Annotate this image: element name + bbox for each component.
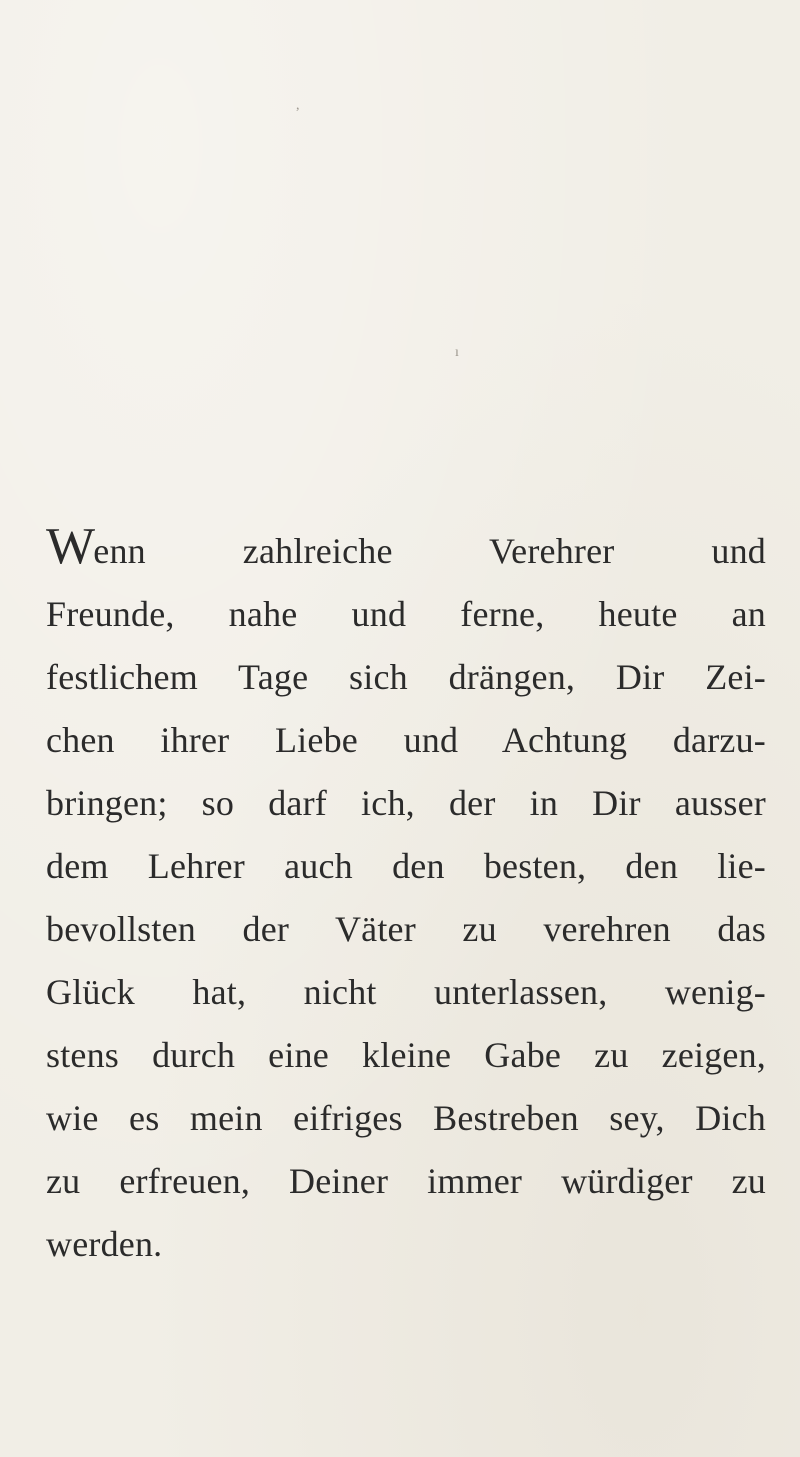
body-text — [46, 520, 766, 1276]
page-mark: ı — [455, 345, 459, 360]
text-line: chen ihrer Liebe und Achtung darzu- — [46, 720, 766, 760]
text-line: festlichem Tage sich drängen, Dir Zei- — [46, 657, 766, 697]
line-text: enn zahlreiche Verehrer und — [93, 531, 766, 571]
text-line: zu erfreuen, Deiner immer würdiger zu — [46, 1161, 766, 1201]
text-line: wie es mein eifriges Bestreben sey, Dich — [46, 1098, 766, 1138]
text-line: bringen; so darf ich, der in Dir ausser — [46, 783, 766, 823]
text-line: Glück hat, nicht unterlassen, wenig- — [46, 972, 766, 1012]
text-line: bevollsten der Väter zu verehren das — [46, 909, 766, 949]
initial-letter: W — [46, 518, 96, 575]
text-line: stens durch eine kleine Gabe zu zeigen, — [46, 1035, 766, 1075]
text-line: Freunde, nahe und ferne, heute an — [46, 594, 766, 634]
page-mark: , — [296, 98, 300, 113]
text-line — [46, 520, 766, 583]
text-line: werden. — [46, 1224, 163, 1264]
text-line: dem Lehrer auch den besten, den lie- — [46, 846, 766, 886]
